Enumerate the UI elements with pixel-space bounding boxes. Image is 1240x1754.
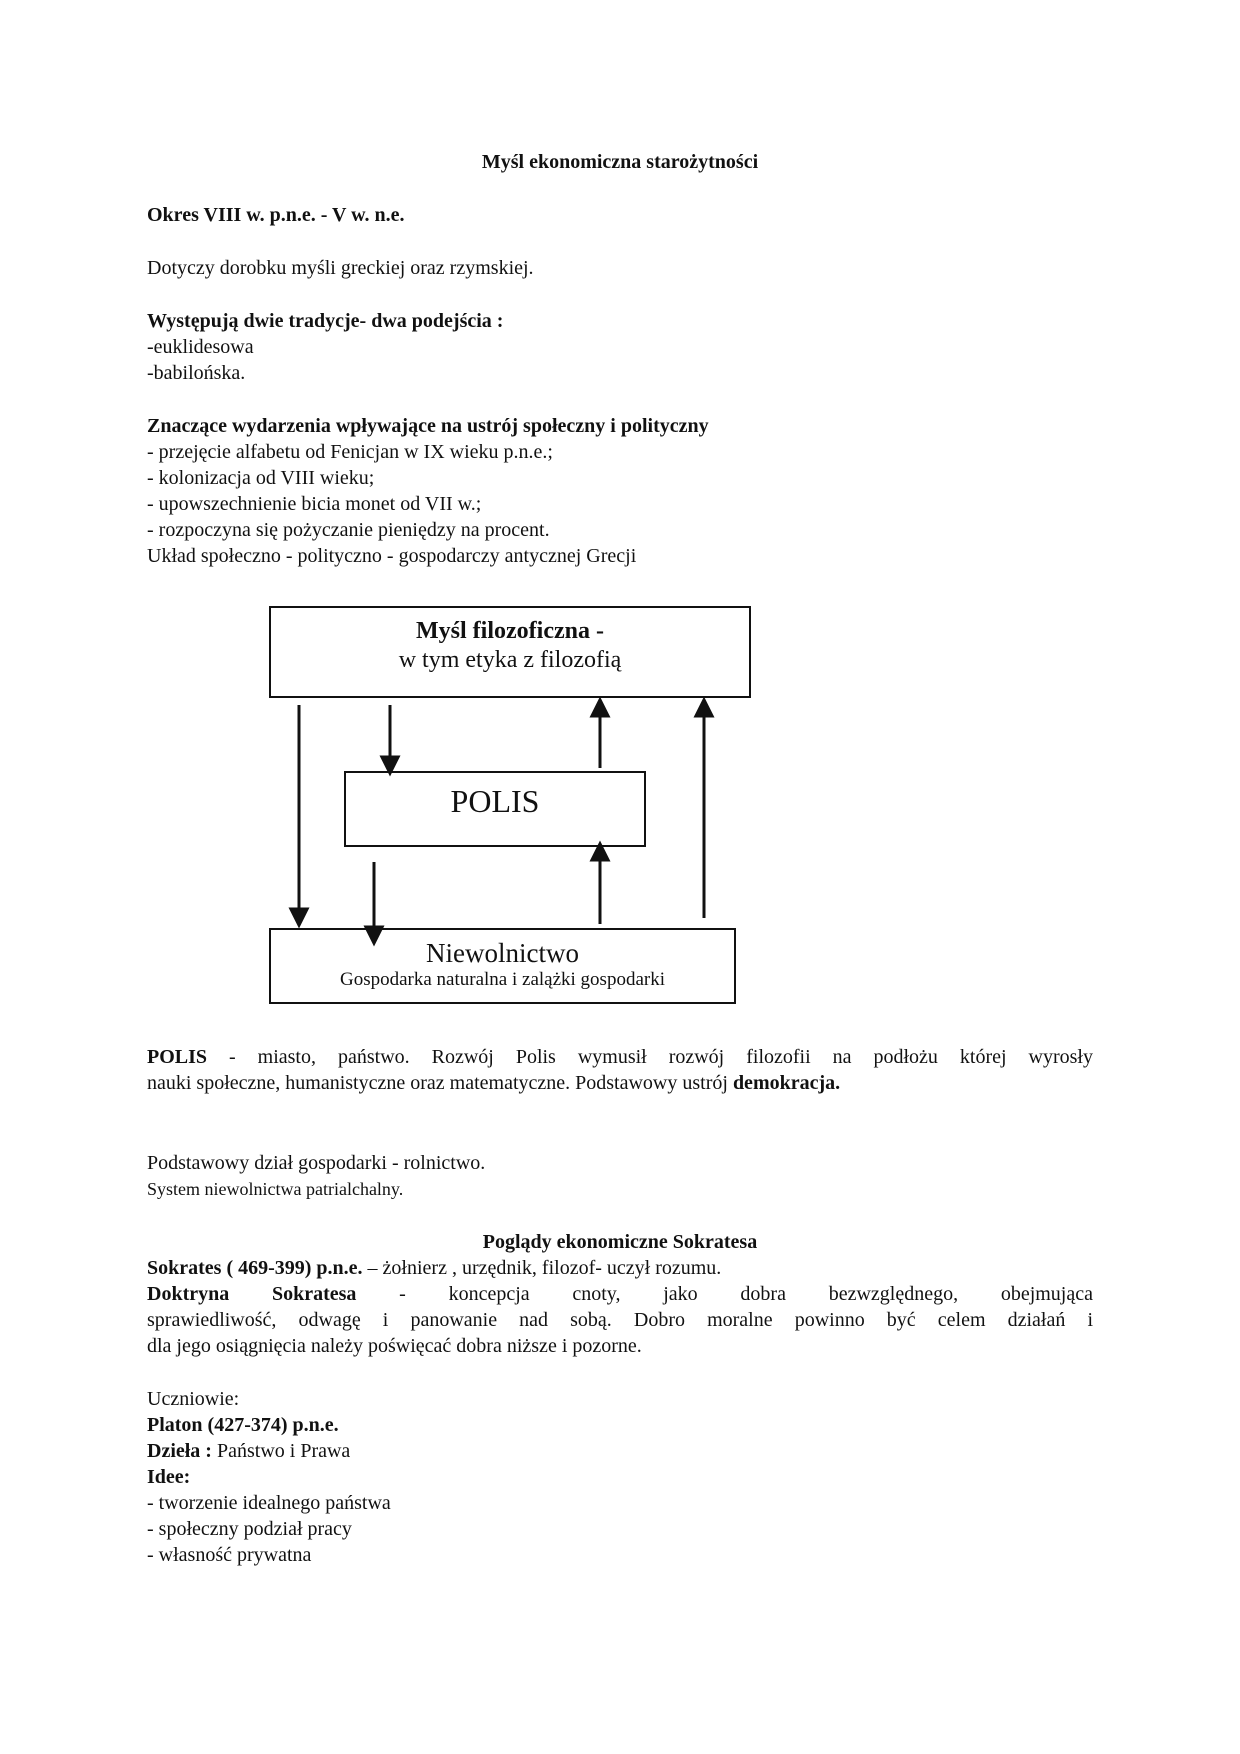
idea-item: - społeczny podział pracy xyxy=(147,1518,352,1540)
doctrine-line2: sprawiedliwość, odwagę i panowanie nad sobą. Dobro moralne powinno być celem działań i xyxy=(147,1309,1093,1331)
polis-desc-text-2: nauki społeczne, humanistyczne oraz matematyczne. Podstawowy ustrój xyxy=(147,1072,733,1094)
platon-heading: Platon (427-374) p.n.e. xyxy=(147,1414,339,1436)
traditions-heading: Występują dwie tradycje- dwa podejścia : xyxy=(147,310,504,332)
doctrine-line1 xyxy=(147,1281,1093,1307)
event-item: - przejęcie alfabetu od Fenicjan w IX wieku p.n.e.; xyxy=(147,441,553,463)
event-item: - kolonizacja od VIII wieku; xyxy=(147,467,375,489)
tradition-item: -babilońska. xyxy=(147,362,246,384)
polis-desc-text: - miasto, państwo. Rozwój Polis wymusił rozwój filozofii na podłożu której wyrosły xyxy=(207,1046,1093,1068)
tradition-item: -euklidesowa xyxy=(147,336,254,358)
ideas-label: Idee: xyxy=(147,1466,191,1488)
event-item: - upowszechnienie bicia monet od VII w.; xyxy=(147,493,482,515)
works-text: Państwo i Prawa xyxy=(211,1440,351,1462)
polis-desc-line2 xyxy=(147,1070,840,1096)
events-summary: Układ społeczno - polityczno - gospodarczy antycznej Grecji xyxy=(147,545,637,567)
socrates-line xyxy=(147,1255,721,1281)
event-item: - rozpoczyna się pożyczanie pieniędzy na procent. xyxy=(147,519,550,541)
philosophy-box-subtitle: w tym etyka z filozofią xyxy=(398,647,622,673)
slavery-box-title: Niewolnictwo xyxy=(426,938,579,968)
doctrine-term: Doktryna Sokratesa xyxy=(147,1283,357,1305)
works-line xyxy=(147,1438,350,1464)
socrates-heading: Poglądy ekonomiczne Sokratesa xyxy=(482,1231,758,1253)
idea-item: - tworzenie idealnego państwa xyxy=(147,1492,391,1514)
intro-text: Dotyczy dorobku myśli greckiej oraz rzymskiej. xyxy=(147,257,534,279)
idea-item: - własność prywatna xyxy=(147,1544,312,1566)
philosophy-box-title: Myśl filozoficzna - xyxy=(416,618,604,644)
socrates-role: – żołnierz , urzędnik, filozof- uczył rozumu. xyxy=(362,1257,722,1279)
polis-box-label: POLIS xyxy=(450,783,540,819)
polis-desc-line1 xyxy=(147,1044,1093,1070)
period-heading: Okres VIII w. p.n.e. - V w. n.e. xyxy=(147,204,405,226)
socrates-name: Sokrates ( 469-399) p.n.e. xyxy=(147,1257,363,1279)
democracy-term: demokracja. xyxy=(732,1072,841,1094)
slavery-box-subtitle: Gospodarka naturalna i zalążki gospodarki xyxy=(340,969,665,990)
doctrine-text: - koncepcja cnoty, jako dobra bezwzględnego, obejmująca xyxy=(356,1283,1093,1305)
polis-term: POLIS xyxy=(147,1046,208,1068)
works-label: Dzieła : xyxy=(147,1440,212,1462)
page-title: Myśl ekonomiczna starożytności xyxy=(481,151,759,173)
economy-line: Podstawowy dział gospodarki - rolnictwo. xyxy=(147,1152,486,1174)
doctrine-line3: dla jego osiągnięcia należy poświęcać dobra niższe i pozorne. xyxy=(147,1335,642,1357)
events-heading: Znaczące wydarzenia wpływające na ustrój społeczny i polityczny xyxy=(147,415,709,437)
slavery-system-line: System niewolnictwa patrialchalny. xyxy=(147,1179,404,1199)
students-label: Uczniowie: xyxy=(147,1388,240,1410)
